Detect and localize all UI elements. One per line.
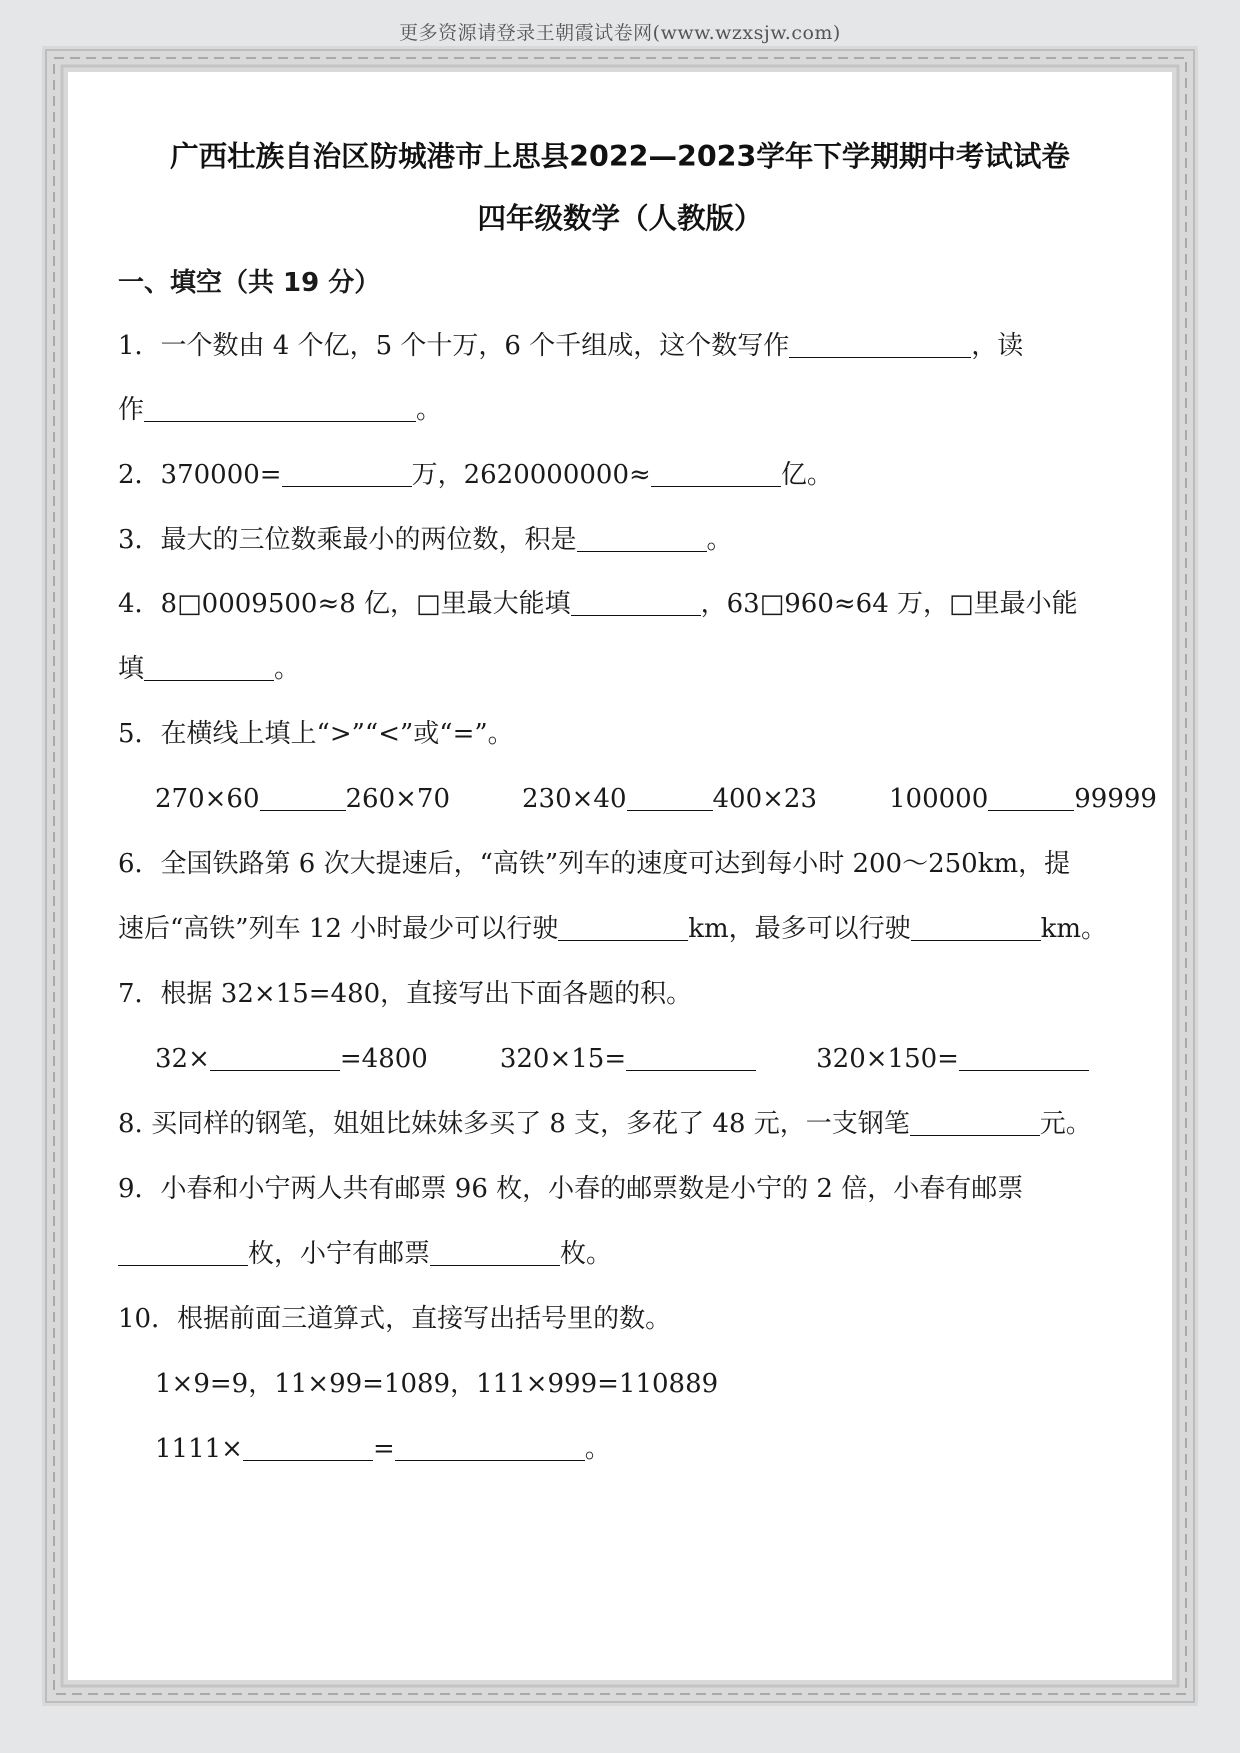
- compare-blank[interactable]: [988, 784, 1074, 811]
- answer-blank[interactable]: [430, 1239, 560, 1266]
- header-note: 更多资源请登录王朝霞试卷网(www.wzxsjw.com): [399, 22, 841, 44]
- question-1-line2: 作 。: [118, 395, 443, 425]
- exam-title: 广西壮族自治区防城港市上思县2022—2023学年下学期期中考试试卷: [170, 140, 1070, 173]
- question-3: 3．最大的三位数乘最小的两位数，积是 。: [118, 525, 733, 555]
- answer-blank[interactable]: [395, 1434, 585, 1461]
- answer-blank[interactable]: [282, 460, 412, 487]
- question-4-line1: 4．8□0009500≈8 亿，□里最大能填 ，63□960≈64 万，□里最小能: [118, 589, 1078, 619]
- answer-blank[interactable]: [243, 1434, 373, 1461]
- question-1-line1: 1．一个数由 4 个亿，5 个十万，6 个千组成，这个数写作 ，读: [118, 331, 1024, 361]
- section-heading: 一、填空（共 19 分）: [118, 268, 381, 298]
- answer-blank[interactable]: [789, 331, 971, 358]
- question-10: 10．根据前面三道算式，直接写出括号里的数。: [118, 1304, 672, 1334]
- question-8: 8. 买同样的钢笔，姐姐比妹妹多买了 8 支，多花了 48 元，一支钢笔 元。: [118, 1109, 1092, 1139]
- question-7-items: 32× =4800 320×15= 320×150=: [155, 1042, 1089, 1076]
- question-6-line1: 6．全国铁路第 6 次大提速后，“高铁”列车的速度可达到每小时 200～250km，提: [118, 849, 1071, 879]
- answer-blank[interactable]: [571, 589, 701, 616]
- question-10-example: 1×9=9，11×99=1089，111×999=110889: [155, 1369, 719, 1399]
- question-9-line1: 9．小春和小宁两人共有邮票 96 枚，小春的邮票数是小宁的 2 倍，小春有邮票: [118, 1174, 1024, 1204]
- compare-blank[interactable]: [627, 784, 713, 811]
- exam-subtitle: 四年级数学（人教版）: [477, 202, 763, 235]
- answer-blank[interactable]: [118, 1239, 248, 1266]
- answer-blank[interactable]: [651, 460, 781, 487]
- question-4-line2: 填 。: [118, 654, 301, 684]
- answer-blank[interactable]: [558, 914, 688, 941]
- question-2: 2．370000= 万，2620000000≈ 亿。: [118, 460, 833, 490]
- question-6-line2: 速后“高铁”列车 12 小时最少可以行驶 km，最多可以行驶 km。: [118, 914, 1108, 944]
- question-5-items: 270×60 260×70 230×40 400×23 100000 99999: [155, 784, 1157, 814]
- answer-blank[interactable]: [959, 1044, 1089, 1071]
- answer-blank[interactable]: [626, 1044, 756, 1071]
- question-7: 7．根据 32×15=480，直接写出下面各题的积。: [118, 979, 693, 1009]
- answer-blank[interactable]: [210, 1044, 340, 1071]
- answer-blank[interactable]: [577, 525, 707, 552]
- answer-blank[interactable]: [144, 395, 416, 422]
- answer-blank[interactable]: [911, 914, 1041, 941]
- compare-blank[interactable]: [260, 784, 346, 811]
- question-5: 5．在横线上填上“>”“<”或“=”。: [118, 719, 514, 749]
- answer-blank[interactable]: [910, 1109, 1040, 1136]
- answer-blank[interactable]: [144, 654, 274, 681]
- question-9-line2: 枚，小宁有邮票 枚。: [118, 1237, 612, 1271]
- question-10-answer: 1111× = 。: [155, 1434, 611, 1464]
